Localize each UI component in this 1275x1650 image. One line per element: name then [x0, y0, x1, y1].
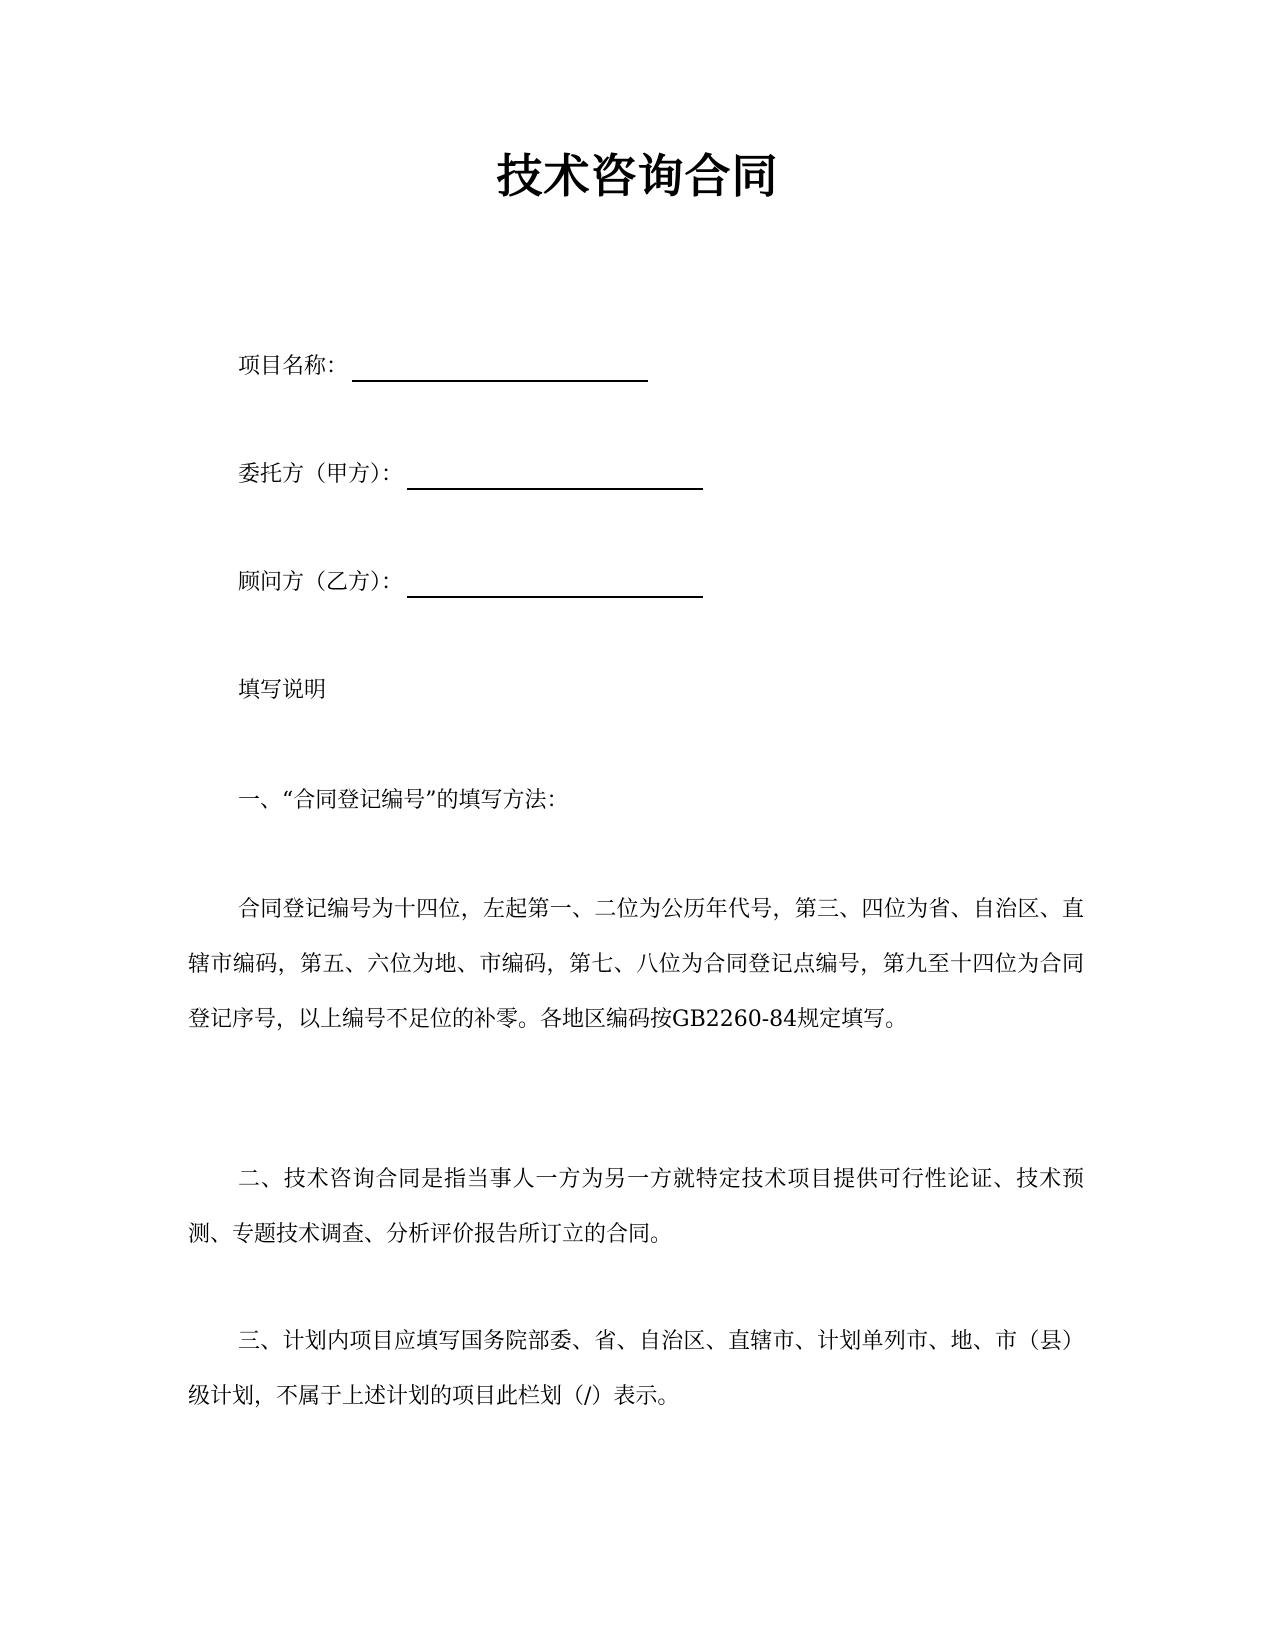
client-party-label: 委托方（甲方）： — [238, 462, 404, 487]
section-one-heading: 一、“合同登记编号”的填写方法： — [238, 788, 569, 813]
client-party-blank[interactable] — [407, 466, 703, 490]
paragraph-registration-number: 合同登记编号为十四位，左起第一、二位为公历年代号，第三、四位为省、自治区、直辖市编码，第五、六位为地、市编码，第七、八位为合同登记点编号，第九至十四位为合同登记序号，以上编号不足位的补零。各地区编码按GB2260-84规定填写。 — [188, 897, 1084, 1032]
project-name-label: 项目名称： — [238, 354, 349, 379]
project-name-field — [238, 352, 648, 382]
document-title: 技术咨询合同 — [496, 149, 779, 203]
consultant-party-blank[interactable] — [407, 574, 703, 598]
consultant-party-field — [238, 568, 703, 598]
consultant-party-label: 顾问方（乙方）： — [238, 570, 404, 595]
paragraph-contract-definition: 二、技术咨询合同是指当事人一方为另一方就特定技术项目提供可行性论证、技术预测、专题技术调查、分析评价报告所订立的合同。 — [188, 1167, 1084, 1247]
project-name-blank[interactable] — [352, 358, 648, 382]
client-party-field — [238, 460, 703, 490]
instructions-heading: 填写说明 — [238, 678, 327, 703]
paragraph-plan-projects: 三、计划内项目应填写国务院部委、省、自治区、直辖市、计划单列市、地、市（县）级计划，不属于上述计划的项目此栏划（/）表示。 — [188, 1329, 1084, 1409]
